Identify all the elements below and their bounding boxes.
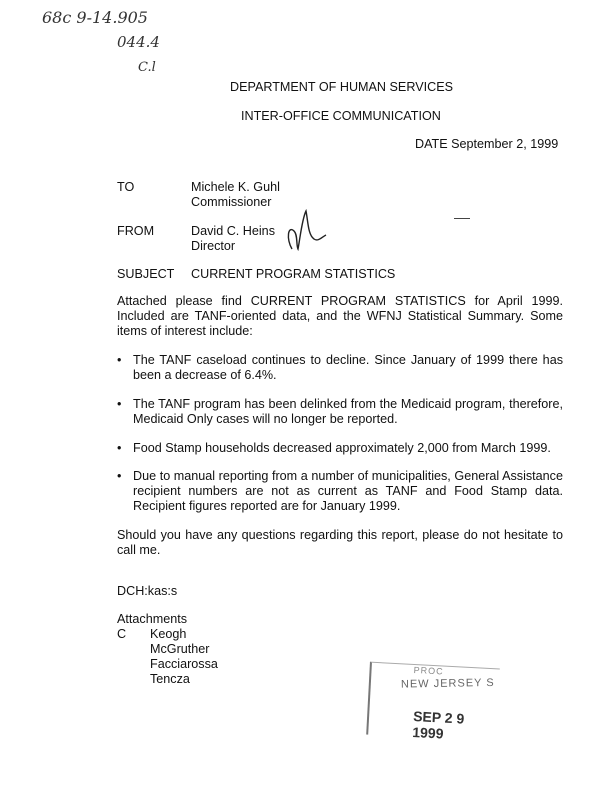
subject-label: SUBJECT (117, 267, 175, 281)
cc-name: Keogh (150, 627, 187, 641)
memo-type-heading: INTER-OFFICE COMMUNICATION (241, 109, 441, 123)
from-label: FROM (117, 224, 155, 238)
to-title: Commissioner (191, 195, 272, 209)
bullet-dot-icon: • (117, 397, 122, 411)
attachments-label: Attachments (117, 612, 187, 626)
bullet-text: Due to manual reporting from a number of municipalities, General Assistance recipient numbers are not as current as TANF and Food Stamp data. Recipient figures reported are for January 1999. (133, 469, 563, 513)
signature-initials (284, 205, 332, 255)
handwritten-code: 044.4 (117, 33, 160, 51)
typist-initials: DCH:kas:s (117, 584, 178, 598)
cc-name: Facciarossa (150, 657, 218, 671)
bullet-item (117, 441, 563, 456)
handwritten-note: C.l (138, 60, 156, 75)
memo-date: DATE September 2, 1999 (415, 137, 559, 151)
bullet-item (117, 469, 563, 514)
cc-name: Tencza (150, 672, 190, 686)
to-name: Michele K. Guhl (191, 180, 280, 194)
stamp-line: NEW JERSEY S (400, 676, 495, 691)
margin-dash (454, 218, 470, 219)
bullet-dot-icon: • (117, 469, 122, 483)
handwritten-file-number: 68c 9-14.905 (42, 8, 148, 27)
bullet-item (117, 397, 563, 427)
bullet-dot-icon: • (117, 353, 122, 367)
bullet-text: The TANF program has been delinked from the Medicaid program, therefore, Medicaid Only cases will no longer be reported. (133, 397, 563, 426)
closing-paragraph: Should you have any questions regarding this report, please do not hesitate to call me. (117, 528, 563, 557)
cc-name: McGruther (150, 642, 210, 656)
intro-paragraph: Attached please find CURRENT PROGRAM STATISTICS for April 1999. Included are TANF-oriented data, and the WFNJ Statistical Summary. Some items of interest include: (117, 294, 563, 338)
from-title: Director (191, 239, 236, 253)
bullet-dot-icon: • (117, 441, 122, 455)
stamp-line: PROC (413, 664, 444, 677)
received-stamp (366, 662, 500, 742)
bullet-item (117, 353, 563, 383)
cc-label: C (117, 627, 127, 641)
to-label: TO (117, 180, 135, 194)
stamp-date: SEP 2 9 1999 (411, 707, 465, 742)
bullet-text: The TANF caseload continues to decline. Since January of 1999 there has been a decrease of 6.4%. (133, 353, 563, 382)
from-name: David C. Heins (191, 224, 275, 238)
subject-value: CURRENT PROGRAM STATISTICS (191, 267, 396, 281)
bullet-text: Food Stamp households decreased approximately 2,000 from March 1999. (133, 441, 551, 455)
department-heading: DEPARTMENT OF HUMAN SERVICES (230, 80, 453, 94)
